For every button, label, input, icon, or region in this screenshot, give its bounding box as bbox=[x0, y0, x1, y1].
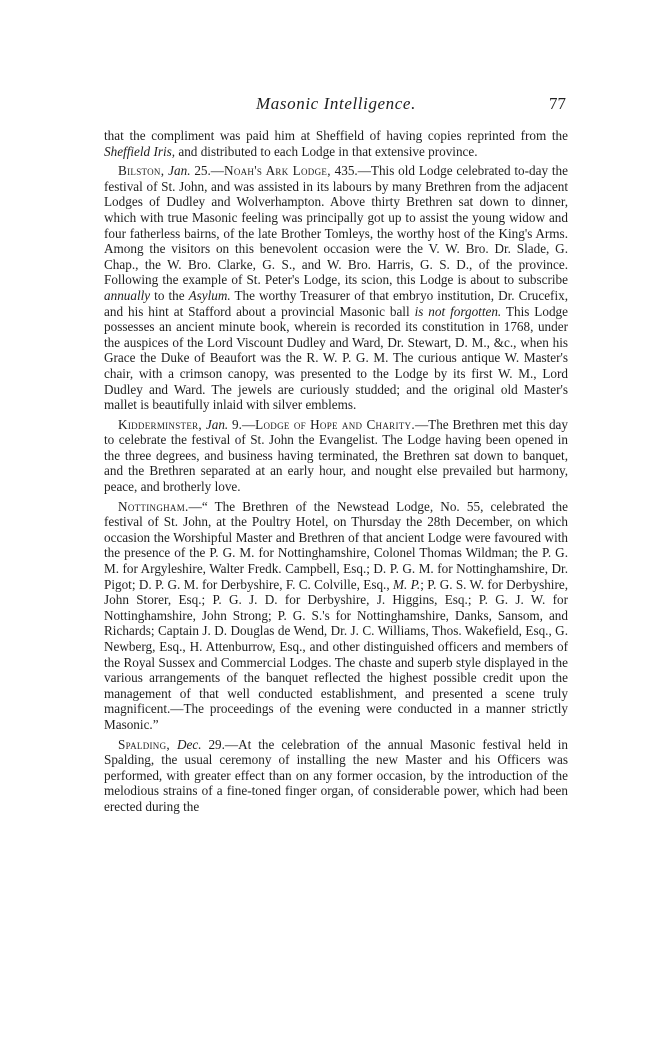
running-title: Masonic Intelligence. bbox=[256, 94, 416, 113]
text-run bbox=[170, 737, 177, 752]
italic-text: is not forgotten. bbox=[414, 303, 502, 319]
text-run: to the bbox=[150, 287, 189, 303]
italic-text: M. P. bbox=[392, 576, 421, 592]
text-run: 29.—At the celebration of the annual Masonic festival held in Spalding, the usual ceremony of installing the new Master and his Officers was performed, with greater effect than on any former occasion, by the introduction of the melodious strains of a fine-toned finger organ, of considerable power, which had been erected during the bbox=[104, 736, 568, 814]
article-body bbox=[104, 128, 568, 815]
paragraph bbox=[104, 128, 568, 159]
small-caps-heading: Noah's Ark Lodge, bbox=[224, 163, 331, 179]
italic-text: Jan. bbox=[168, 163, 191, 179]
text-run: that the compliment was paid him at Sheffield of having copies reprinted from the bbox=[104, 128, 568, 143]
small-caps-heading: Spalding, bbox=[118, 736, 171, 752]
small-caps-heading: Nottingham. bbox=[118, 498, 189, 514]
small-caps-heading: Bilston, bbox=[118, 163, 165, 179]
text-run: —The Brethren met this day to celebrate the festival of St. John the Evangelist. The Lodge having been opened in the three degrees, and business having terminated, the Brethren sat down to banquet, and the Brethren separated at an early hour, and nought else prevailed but harmony, peace, and brotherly love. bbox=[104, 416, 569, 495]
italic-text: Sheffield Iris, bbox=[104, 143, 176, 159]
page-header bbox=[104, 94, 568, 128]
paragraph bbox=[104, 499, 568, 733]
paragraph bbox=[104, 417, 568, 495]
text-run: 25.— bbox=[190, 163, 224, 179]
small-caps-heading: Kidderminster, bbox=[118, 416, 203, 432]
small-caps-heading: Lodge of Hope and Charity. bbox=[255, 416, 415, 432]
book-page bbox=[104, 94, 568, 819]
text-run: The worthy Treasurer of that embryo institution, Dr. Crucefix, and his hint at Stafford about a provincial Masonic ball bbox=[104, 287, 569, 319]
text-run: and distributed to each Lodge in that extensive province. bbox=[175, 143, 478, 159]
text-run: 9.— bbox=[228, 416, 256, 432]
paragraph bbox=[104, 737, 568, 815]
italic-text: Jan. bbox=[205, 416, 229, 432]
text-run: This Lodge possesses an ancient minute book, wherein is recorded its constitution in 1768, under the auspices of the Lord Viscount Dudley and Ward, Dr. Stewart, D. M., &c., when his Grace the Duke of Beaufort was the R. W. P. G. M. The curious antique W. Master's chair, with a crimson canopy, was presented to the Lodge by its first W. M., Lord Dudley and Ward. The jewels are curiously studded; and the original old Master's mallet is beautifully inlaid with silver emblems. bbox=[104, 303, 568, 413]
page-number: 77 bbox=[549, 94, 566, 113]
text-run: —“ The Brethren of the Newstead Lodge, No. 55, celebrated the festival of St. John, at the Poultry Hotel, on Thursday the 28th December, on which occasion the Worshipful Master and Brethren of that ancient Lodge were favoured with the presence of the P. G. M. for Nottinghamshire, Colonel Thomas Wildman; the P. G. M. for Argyleshire, Walter Fredk. Campbell, Esq.; D. P. G. M. for Nottinghamshire, Dr. Pigot; D. P. G. M. for Derbyshire, F. C. Colville, Esq., bbox=[104, 498, 568, 592]
text-run: ; P. G. S. W. for Derbyshire, John Storer, Esq.; P. G. J. D. for Derbyshire, J. Higgins, Esq.; P. G. J. W. for Nottinghamshire, John Strong; P. G. S.'s for Nottinghamshire, Danks, Sansom, and Richards; Captain J. D. Douglas de Wend, Dr. J. C. Williams, Thos. Wakefield, Esq., G. Newberg, Esq., H. Attenburrow, Esq., and other distinguished officers and members of the Royal Sussex and Commercial Lodges. The chaste and superb style displayed in the various arrangements of the banquet reflected the highest possible credit upon the management of that well conducted establishment, and presented a scene truly magnificent.—The proceedings of the evening were conducted in a manner strictly Masonic.” bbox=[104, 576, 568, 732]
italic-text: Dec. bbox=[176, 736, 202, 752]
text-run: 435.—This old Lodge celebrated to-day the festival of St. John, and was assisted in its labours by many Brethren from the adjacent Lodges of Dudley and Wolverhampton. Above thirty Brethren sat down to dinner, which with true Masonic feeling was principally got up to assist the young widow and four fatherless bairns, of the late Brother Tomleys, the worthy host of the King's Arms. Among the visitors on this benevolent occasion were the V. W. Bro. Dr. Slade, G. Chap., the W. Bro. Clarke, G. S., and W. Bro. Harris, G. S. D., of the province. Following the example of St. Peter's Lodge, its scion, this Lodge is about to subscribe bbox=[104, 163, 568, 288]
italic-text: Asylum. bbox=[188, 287, 231, 303]
paragraph bbox=[104, 163, 568, 413]
italic-text: annually bbox=[104, 287, 151, 303]
